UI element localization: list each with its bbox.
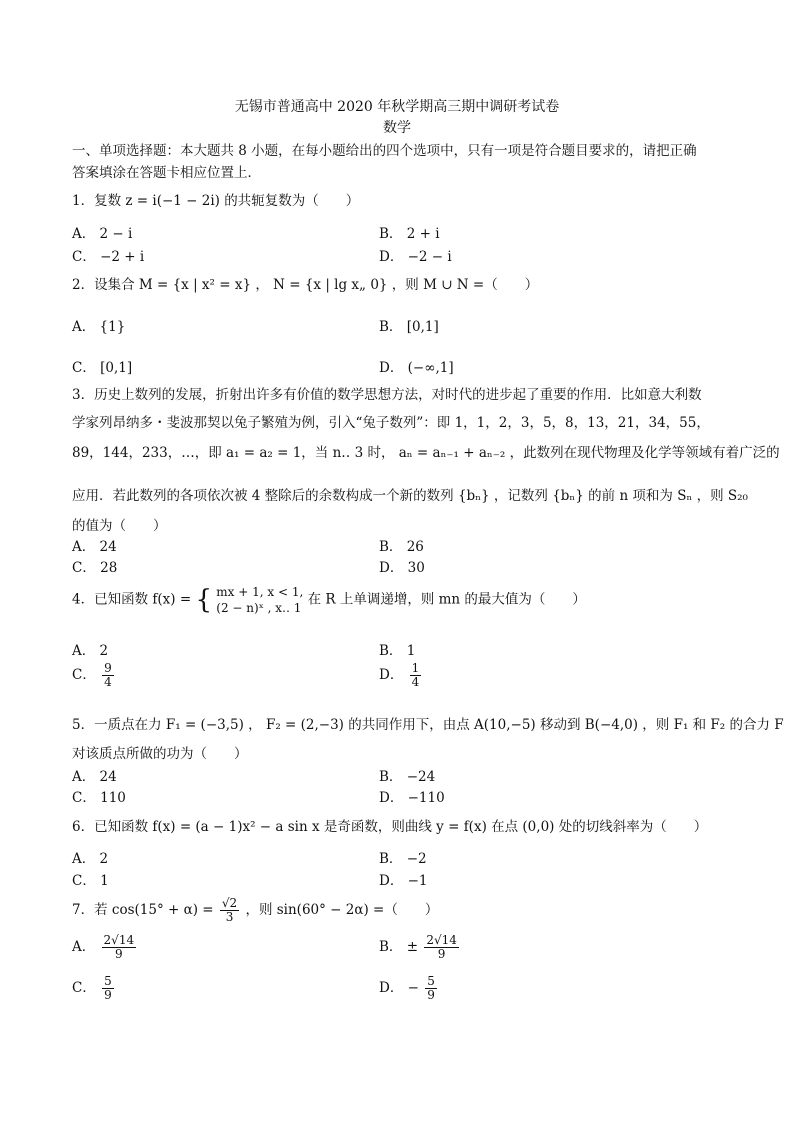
q4-option-d-label: D．	[379, 667, 404, 683]
question-3-line-1: 3．历史上数列的发展，折射出许多有价值的数学思想方法，对时代的进步起了重要的作用．比如意大利数	[72, 387, 702, 403]
q7-option-b-fraction	[424, 934, 459, 961]
q7-option-a-label: A．	[72, 939, 96, 955]
numerator: 2√14	[426, 933, 457, 947]
q1-option-d: D． −2 − i	[379, 249, 452, 265]
denominator: 4	[411, 675, 420, 689]
q7-stem-fraction	[220, 897, 239, 924]
q5-option-d: D． −110	[379, 790, 445, 806]
denominator: 3	[225, 910, 234, 924]
q3-option-d: D． 30	[379, 560, 425, 576]
q3-option-c: C． 28	[72, 560, 118, 576]
question-1-stem: 1．复数 z = i(−1 − 2i) 的共轭复数为（ ）	[72, 193, 360, 209]
q4-option-b: B． 1	[379, 643, 416, 659]
q4-option-d	[379, 662, 423, 689]
q4-piecewise	[216, 584, 303, 616]
q4-option-a: A． 2	[72, 643, 109, 659]
q3-option-b: B． 26	[379, 539, 424, 555]
question-5-line-2: 对该质点所做的功为（ ）	[72, 746, 248, 762]
question-5-line-1: 5．一质点在力 F₁ = (−3,5) ， F₂ = (2,−3) 的共同作用下，由点 A(10,−5) 移动到 B(−4,0) ，则 F₁ 和 F₂ 的合力 F	[72, 717, 784, 733]
denominator: 9	[437, 947, 446, 961]
q5-option-a: A． 24	[72, 769, 117, 785]
numerator: 1	[411, 661, 420, 675]
question-3-line-4: 应用．若此数列的各项依次被 4 整除后的余数构成一个新的数列 {bₙ} ，记数列 {bₙ} 的前 n 项和为 Sₙ ，则 S₂₀	[72, 488, 748, 504]
q7-option-c-label: C．	[72, 980, 96, 996]
denominator: 9	[104, 988, 112, 1002]
brace-icon: {	[195, 585, 212, 615]
q4-option-d-fraction	[410, 662, 422, 689]
question-4-stem	[72, 584, 586, 616]
q7-option-d-fraction	[425, 975, 437, 1002]
exam-title: 无锡市普通高中 2020 年秋学期高三期中调研考试卷	[234, 99, 560, 115]
q6-option-d: D． −1	[379, 873, 428, 889]
q6-option-c: C． 1	[72, 873, 109, 889]
q7-option-c-fraction	[102, 975, 114, 1002]
q2-option-b: B． [0,1]	[379, 319, 439, 335]
question-6-stem: 6．已知函数 f(x) = (a − 1)x² − a sin x 是奇函数，则曲线 y = f(x) 在点 (0,0) 处的切线斜率为（ ）	[72, 819, 708, 835]
exam-subject: 数学	[383, 120, 411, 136]
question-3-line-5: 的值为（ ）	[72, 518, 167, 534]
question-2-stem: 2．设集合 M = {x | x² = x} ， N = {x | lg x„ 0} ，则 M ∪ N =（ ）	[72, 277, 539, 293]
numerator: 5	[104, 974, 112, 988]
q3-option-a: A． 24	[72, 539, 117, 555]
q7-option-a	[72, 934, 138, 961]
q7-option-b	[379, 934, 461, 961]
q1-option-b: B． 2 + i	[379, 226, 440, 242]
numerator: 2√14	[103, 933, 135, 947]
q4-option-c-label: C．	[72, 667, 96, 683]
q2-option-c: C． [0,1]	[72, 360, 133, 376]
q6-option-b: B． −2	[379, 851, 427, 867]
q7-option-b-label: B． ±	[379, 939, 419, 955]
question-3-line-3: 89，144，233，…，即 a₁ = a₂ = 1，当 n‥ 3 时， aₙ = aₙ₋₁ + aₙ₋₂ ，此数列在现代物理及化学等领域有着广泛的	[72, 445, 780, 461]
q4-piece-1: mx + 1, x < 1,	[216, 585, 304, 599]
q5-option-b: B． −24	[379, 769, 436, 785]
q1-option-a: A． 2 − i	[72, 226, 133, 242]
q2-option-d: D． (−∞,1]	[379, 360, 454, 376]
q6-option-a: A． 2	[72, 851, 109, 867]
q1-option-c: C． −2 + i	[72, 249, 145, 265]
question-3-line-2: 学家列昂纳多・斐波那契以兔子繁殖为例，引入“兔子数列”：即 1，1，2，3，5，8，13，21，34，55，	[72, 415, 710, 431]
denominator: 9	[427, 988, 435, 1002]
q4-piece-2: (2 − n)ˣ , x‥ 1	[216, 601, 302, 615]
q4-stem-suffix: 在 R 上单调递增，则 mn 的最大值为（ ）	[307, 591, 586, 608]
q4-option-c-fraction	[102, 662, 114, 689]
q5-option-c: C． 110	[72, 790, 126, 806]
q4-option-c	[72, 662, 116, 689]
numerator: √2	[221, 896, 238, 910]
question-7-stem	[72, 897, 438, 924]
q2-option-a: A． {1}	[72, 319, 126, 335]
numerator: 5	[427, 974, 435, 988]
q7-option-d	[379, 975, 439, 1002]
denominator: 9	[115, 947, 123, 961]
q7-option-a-fraction	[102, 934, 137, 961]
q7-stem-prefix: 7．若 cos(15° + α) =	[72, 902, 214, 918]
section-heading-cont: 答案填涂在答题卡相应位置上．	[72, 165, 261, 181]
q7-stem-suffix: ，则 sin(60° − 2α) =（ ）	[245, 902, 439, 918]
denominator: 4	[104, 675, 112, 689]
section-heading: 一、单项选择题：本大题共 8 小题，在每小题给出的四个选项中，只有一项是符合题目要求的，请把正确	[72, 143, 697, 159]
numerator: 9	[104, 661, 112, 675]
q7-option-d-label: D． −	[379, 980, 419, 996]
q4-stem-prefix: 4．已知函数 f(x) =	[72, 591, 192, 608]
q7-option-c	[72, 975, 116, 1002]
